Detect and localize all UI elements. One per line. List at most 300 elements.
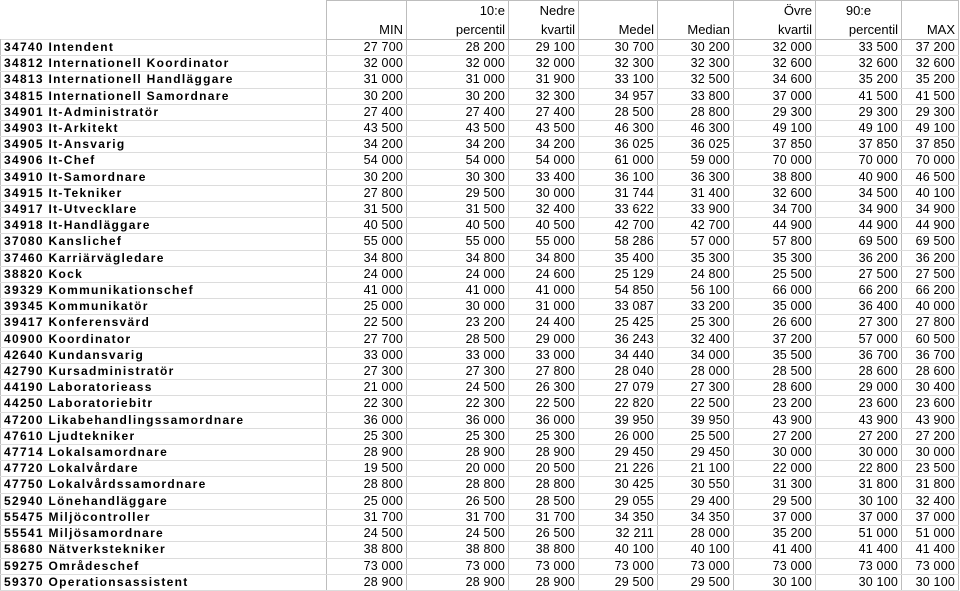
value-cell: 22 300 [407, 396, 509, 412]
value-cell: 28 900 [509, 445, 579, 461]
value-cell: 35 200 [816, 72, 902, 88]
table-row [1, 412, 959, 428]
value-cell: 70 000 [902, 153, 959, 169]
value-cell: 34 350 [658, 509, 734, 525]
value-cell: 29 300 [816, 104, 902, 120]
value-cell: 36 100 [579, 169, 658, 185]
value-cell: 43 500 [509, 121, 579, 137]
value-cell: 73 000 [509, 558, 579, 574]
occupation-name-cell: 40900 Koordinator [1, 331, 327, 347]
value-cell: 27 300 [407, 364, 509, 380]
value-cell: 30 700 [579, 40, 658, 56]
value-cell: 24 800 [658, 266, 734, 282]
occupation-name-cell: 34910 It-Samordnare [1, 169, 327, 185]
value-cell: 28 800 [509, 477, 579, 493]
header-cell [327, 1, 407, 21]
table-row [1, 185, 959, 201]
value-cell: 22 500 [658, 396, 734, 412]
value-cell: 31 300 [734, 477, 816, 493]
value-cell: 36 400 [816, 299, 902, 315]
header-row-bottom [1, 20, 959, 40]
value-cell: 56 100 [658, 283, 734, 299]
value-cell: 32 600 [734, 185, 816, 201]
value-cell: 32 000 [734, 40, 816, 56]
value-cell: 42 700 [579, 218, 658, 234]
value-cell: 27 400 [327, 104, 407, 120]
occupation-name-cell: 34740 Intendent [1, 40, 327, 56]
value-cell: 25 300 [658, 315, 734, 331]
value-cell: 34 900 [816, 202, 902, 218]
value-cell: 54 000 [509, 153, 579, 169]
value-cell: 49 100 [816, 121, 902, 137]
value-cell: 29 450 [579, 445, 658, 461]
value-cell: 30 300 [407, 169, 509, 185]
value-cell: 38 800 [407, 542, 509, 558]
value-cell: 34 600 [734, 72, 816, 88]
value-cell: 34 900 [902, 202, 959, 218]
value-cell: 55 000 [407, 234, 509, 250]
table-row [1, 461, 959, 477]
value-cell: 57 000 [658, 234, 734, 250]
value-cell: 28 000 [658, 526, 734, 542]
occupation-name-cell: 34812 Internationell Koordinator [1, 56, 327, 72]
value-cell: 30 100 [816, 574, 902, 590]
value-cell: 28 600 [902, 364, 959, 380]
value-cell: 34 800 [407, 250, 509, 266]
value-cell: 24 600 [509, 266, 579, 282]
table-row [1, 493, 959, 509]
occupation-name-cell: 38820 Kock [1, 266, 327, 282]
value-cell: 23 600 [816, 396, 902, 412]
value-cell: 33 400 [509, 169, 579, 185]
table-header [1, 1, 959, 40]
value-cell: 37 000 [816, 509, 902, 525]
occupation-name-cell: 47200 Likabehandlingssamordnare [1, 412, 327, 428]
value-cell: 29 450 [658, 445, 734, 461]
header-cell: 90:e [816, 1, 902, 21]
header-cell: kvartil [734, 20, 816, 40]
occupation-name-cell: 34901 It-Administratör [1, 104, 327, 120]
table-row [1, 104, 959, 120]
table-row [1, 169, 959, 185]
value-cell: 35 200 [902, 72, 959, 88]
value-cell: 26 500 [509, 526, 579, 542]
value-cell: 41 400 [816, 542, 902, 558]
value-cell: 36 025 [579, 137, 658, 153]
value-cell: 30 200 [658, 40, 734, 56]
value-cell: 36 000 [509, 412, 579, 428]
value-cell: 27 400 [509, 104, 579, 120]
table-body [1, 40, 959, 591]
value-cell: 32 500 [658, 72, 734, 88]
header-cell: percentil [407, 20, 509, 40]
table-row [1, 218, 959, 234]
value-cell: 27 200 [816, 428, 902, 444]
value-cell: 36 243 [579, 331, 658, 347]
value-cell: 43 900 [816, 412, 902, 428]
value-cell: 27 200 [734, 428, 816, 444]
value-cell: 27 800 [902, 315, 959, 331]
value-cell: 21 100 [658, 461, 734, 477]
occupation-name-cell: 44250 Laboratoriebitr [1, 396, 327, 412]
header-cell: Median [658, 20, 734, 40]
table-row [1, 56, 959, 72]
value-cell: 29 100 [509, 40, 579, 56]
value-cell: 26 000 [579, 428, 658, 444]
value-cell: 29 400 [658, 493, 734, 509]
value-cell: 55 000 [327, 234, 407, 250]
value-cell: 26 300 [509, 380, 579, 396]
value-cell: 24 500 [327, 526, 407, 542]
value-cell: 32 211 [579, 526, 658, 542]
occupation-name-cell: 39329 Kommunikationschef [1, 283, 327, 299]
value-cell: 28 800 [327, 477, 407, 493]
value-cell: 27 300 [658, 380, 734, 396]
value-cell: 32 300 [658, 56, 734, 72]
header-cell [1, 1, 327, 21]
value-cell: 34 957 [579, 88, 658, 104]
value-cell: 41 000 [327, 283, 407, 299]
value-cell: 30 100 [734, 574, 816, 590]
value-cell: 27 300 [327, 364, 407, 380]
value-cell: 26 500 [407, 493, 509, 509]
value-cell: 23 200 [734, 396, 816, 412]
value-cell: 22 300 [327, 396, 407, 412]
table-row [1, 331, 959, 347]
value-cell: 37 850 [734, 137, 816, 153]
value-cell: 35 500 [734, 347, 816, 363]
value-cell: 61 000 [579, 153, 658, 169]
table-row [1, 88, 959, 104]
table-row [1, 574, 959, 590]
value-cell: 21 226 [579, 461, 658, 477]
value-cell: 73 000 [816, 558, 902, 574]
value-cell: 28 500 [734, 364, 816, 380]
value-cell: 36 000 [407, 412, 509, 428]
value-cell: 33 622 [579, 202, 658, 218]
value-cell: 36 700 [816, 347, 902, 363]
value-cell: 30 000 [509, 185, 579, 201]
value-cell: 33 200 [658, 299, 734, 315]
table-row [1, 40, 959, 56]
value-cell: 34 200 [407, 137, 509, 153]
occupation-name-cell: 34906 It-Chef [1, 153, 327, 169]
value-cell: 37 850 [816, 137, 902, 153]
value-cell: 37 850 [902, 137, 959, 153]
value-cell: 30 000 [902, 445, 959, 461]
header-cell: MAX [902, 20, 959, 40]
occupation-name-cell: 59370 Operationsassistent [1, 574, 327, 590]
value-cell: 41 500 [902, 88, 959, 104]
value-cell: 28 900 [509, 574, 579, 590]
value-cell: 33 100 [579, 72, 658, 88]
value-cell: 58 286 [579, 234, 658, 250]
value-cell: 24 500 [407, 526, 509, 542]
value-cell: 46 300 [579, 121, 658, 137]
value-cell: 43 500 [327, 121, 407, 137]
value-cell: 51 000 [902, 526, 959, 542]
value-cell: 37 000 [902, 509, 959, 525]
value-cell: 54 000 [407, 153, 509, 169]
value-cell: 57 000 [816, 331, 902, 347]
value-cell: 28 600 [816, 364, 902, 380]
value-cell: 28 040 [579, 364, 658, 380]
table-row [1, 137, 959, 153]
value-cell: 31 000 [327, 72, 407, 88]
table-row [1, 234, 959, 250]
value-cell: 36 000 [327, 412, 407, 428]
header-cell: percentil [816, 20, 902, 40]
value-cell: 30 000 [816, 445, 902, 461]
value-cell: 39 950 [579, 412, 658, 428]
value-cell: 41 500 [816, 88, 902, 104]
value-cell: 36 025 [658, 137, 734, 153]
value-cell: 31 500 [327, 202, 407, 218]
header-cell: MIN [327, 20, 407, 40]
value-cell: 37 200 [902, 40, 959, 56]
occupation-name-cell: 42790 Kursadministratör [1, 364, 327, 380]
value-cell: 43 900 [902, 412, 959, 428]
occupation-name-cell: 44190 Laboratorieass [1, 380, 327, 396]
value-cell: 34 350 [579, 509, 658, 525]
value-cell: 25 300 [327, 428, 407, 444]
value-cell: 25 300 [407, 428, 509, 444]
table-row [1, 477, 959, 493]
value-cell: 35 000 [734, 299, 816, 315]
value-cell: 40 100 [579, 542, 658, 558]
value-cell: 44 900 [902, 218, 959, 234]
value-cell: 34 700 [734, 202, 816, 218]
value-cell: 73 000 [902, 558, 959, 574]
value-cell: 32 600 [816, 56, 902, 72]
value-cell: 36 200 [816, 250, 902, 266]
value-cell: 31 000 [509, 299, 579, 315]
value-cell: 32 000 [509, 56, 579, 72]
occupation-name-cell: 34815 Internationell Samordnare [1, 88, 327, 104]
occupation-name-cell: 58680 Nätverkstekniker [1, 542, 327, 558]
value-cell: 54 000 [327, 153, 407, 169]
occupation-name-cell: 59275 Områdeschef [1, 558, 327, 574]
occupation-name-cell: 34905 It-Ansvarig [1, 137, 327, 153]
value-cell: 34 500 [816, 185, 902, 201]
value-cell: 29 000 [816, 380, 902, 396]
value-cell: 31 700 [509, 509, 579, 525]
value-cell: 51 000 [816, 526, 902, 542]
value-cell: 28 800 [407, 477, 509, 493]
header-cell: Övre [734, 1, 816, 21]
value-cell: 25 000 [327, 493, 407, 509]
occupation-name-cell: 34918 It-Handläggare [1, 218, 327, 234]
value-cell: 31 400 [658, 185, 734, 201]
value-cell: 32 600 [734, 56, 816, 72]
value-cell: 59 000 [658, 153, 734, 169]
value-cell: 22 500 [509, 396, 579, 412]
table-row [1, 266, 959, 282]
value-cell: 66 200 [902, 283, 959, 299]
value-cell: 69 500 [816, 234, 902, 250]
occupation-name-cell: 47750 Lokalvårdssamordnare [1, 477, 327, 493]
value-cell: 32 400 [509, 202, 579, 218]
value-cell: 66 200 [816, 283, 902, 299]
value-cell: 27 800 [327, 185, 407, 201]
occupation-name-cell: 34813 Internationell Handläggare [1, 72, 327, 88]
value-cell: 43 500 [407, 121, 509, 137]
header-cell [658, 1, 734, 21]
table-row [1, 121, 959, 137]
value-cell: 41 000 [509, 283, 579, 299]
value-cell: 28 800 [658, 104, 734, 120]
value-cell: 33 000 [327, 347, 407, 363]
occupation-name-cell: 39345 Kommunikatör [1, 299, 327, 315]
value-cell: 30 200 [327, 169, 407, 185]
value-cell: 31 500 [407, 202, 509, 218]
value-cell: 26 600 [734, 315, 816, 331]
value-cell: 73 000 [734, 558, 816, 574]
value-cell: 46 300 [658, 121, 734, 137]
value-cell: 28 000 [658, 364, 734, 380]
table-row [1, 250, 959, 266]
value-cell: 29 300 [734, 104, 816, 120]
value-cell: 35 200 [734, 526, 816, 542]
value-cell: 27 300 [816, 315, 902, 331]
occupation-name-cell: 34917 It-Utvecklare [1, 202, 327, 218]
header-cell: kvartil [509, 20, 579, 40]
occupation-name-cell: 34903 It-Arkitekt [1, 121, 327, 137]
value-cell: 37 000 [734, 509, 816, 525]
value-cell: 40 100 [658, 542, 734, 558]
occupation-name-cell: 52940 Lönehandläggare [1, 493, 327, 509]
value-cell: 31 700 [407, 509, 509, 525]
value-cell: 33 087 [579, 299, 658, 315]
occupation-name-cell: 47610 Ljudtekniker [1, 428, 327, 444]
value-cell: 24 500 [407, 380, 509, 396]
header-cell: 10:e [407, 1, 509, 21]
table-row [1, 509, 959, 525]
value-cell: 31 800 [816, 477, 902, 493]
value-cell: 35 400 [579, 250, 658, 266]
value-cell: 70 000 [734, 153, 816, 169]
value-cell: 37 200 [734, 331, 816, 347]
header-cell: Medel [579, 20, 658, 40]
value-cell: 30 425 [579, 477, 658, 493]
value-cell: 41 000 [407, 283, 509, 299]
value-cell: 49 100 [902, 121, 959, 137]
value-cell: 27 700 [327, 40, 407, 56]
value-cell: 30 000 [734, 445, 816, 461]
value-cell: 32 600 [902, 56, 959, 72]
value-cell: 29 055 [579, 493, 658, 509]
value-cell: 34 800 [509, 250, 579, 266]
value-cell: 37 000 [734, 88, 816, 104]
value-cell: 40 500 [327, 218, 407, 234]
value-cell: 19 500 [327, 461, 407, 477]
value-cell: 29 300 [902, 104, 959, 120]
value-cell: 31 000 [407, 72, 509, 88]
value-cell: 22 820 [579, 396, 658, 412]
value-cell: 33 000 [407, 347, 509, 363]
table-row [1, 380, 959, 396]
value-cell: 32 300 [579, 56, 658, 72]
value-cell: 29 000 [509, 331, 579, 347]
value-cell: 73 000 [327, 558, 407, 574]
value-cell: 20 000 [407, 461, 509, 477]
value-cell: 30 200 [327, 88, 407, 104]
header-cell [1, 20, 327, 40]
value-cell: 28 500 [407, 331, 509, 347]
value-cell: 25 000 [327, 299, 407, 315]
value-cell: 34 000 [658, 347, 734, 363]
value-cell: 29 500 [579, 574, 658, 590]
value-cell: 38 800 [509, 542, 579, 558]
value-cell: 27 400 [407, 104, 509, 120]
header-cell [579, 1, 658, 21]
value-cell: 60 500 [902, 331, 959, 347]
table-row [1, 299, 959, 315]
value-cell: 41 400 [734, 542, 816, 558]
value-cell: 38 800 [327, 542, 407, 558]
value-cell: 35 300 [734, 250, 816, 266]
value-cell: 30 000 [407, 299, 509, 315]
value-cell: 24 400 [509, 315, 579, 331]
value-cell: 32 300 [509, 88, 579, 104]
occupation-name-cell: 55541 Miljösamordnare [1, 526, 327, 542]
value-cell: 73 000 [407, 558, 509, 574]
table-row [1, 428, 959, 444]
value-cell: 55 000 [509, 234, 579, 250]
value-cell: 39 950 [658, 412, 734, 428]
table-row [1, 558, 959, 574]
value-cell: 28 900 [327, 445, 407, 461]
value-cell: 29 500 [407, 185, 509, 201]
occupation-name-cell: 55475 Miljöcontroller [1, 509, 327, 525]
value-cell: 31 900 [509, 72, 579, 88]
value-cell: 34 440 [579, 347, 658, 363]
value-cell: 34 200 [327, 137, 407, 153]
value-cell: 40 100 [902, 185, 959, 201]
value-cell: 24 000 [327, 266, 407, 282]
value-cell: 25 500 [658, 428, 734, 444]
table-row [1, 283, 959, 299]
table-row [1, 364, 959, 380]
value-cell: 22 000 [734, 461, 816, 477]
value-cell: 23 200 [407, 315, 509, 331]
value-cell: 42 700 [658, 218, 734, 234]
table-row [1, 315, 959, 331]
value-cell: 73 000 [579, 558, 658, 574]
value-cell: 31 800 [902, 477, 959, 493]
value-cell: 22 500 [327, 315, 407, 331]
value-cell: 44 900 [816, 218, 902, 234]
value-cell: 32 400 [658, 331, 734, 347]
value-cell: 23 500 [902, 461, 959, 477]
value-cell: 32 000 [327, 56, 407, 72]
value-cell: 32 400 [902, 493, 959, 509]
value-cell: 25 300 [509, 428, 579, 444]
value-cell: 44 900 [734, 218, 816, 234]
occupation-name-cell: 37080 Kanslichef [1, 234, 327, 250]
table-row [1, 202, 959, 218]
value-cell: 33 000 [509, 347, 579, 363]
value-cell: 25 500 [734, 266, 816, 282]
header-row-top [1, 1, 959, 21]
value-cell: 69 500 [902, 234, 959, 250]
occupation-name-cell: 39417 Konferensvärd [1, 315, 327, 331]
value-cell: 31 700 [327, 509, 407, 525]
value-cell: 46 500 [902, 169, 959, 185]
value-cell: 54 850 [579, 283, 658, 299]
value-cell: 21 000 [327, 380, 407, 396]
table-row [1, 153, 959, 169]
